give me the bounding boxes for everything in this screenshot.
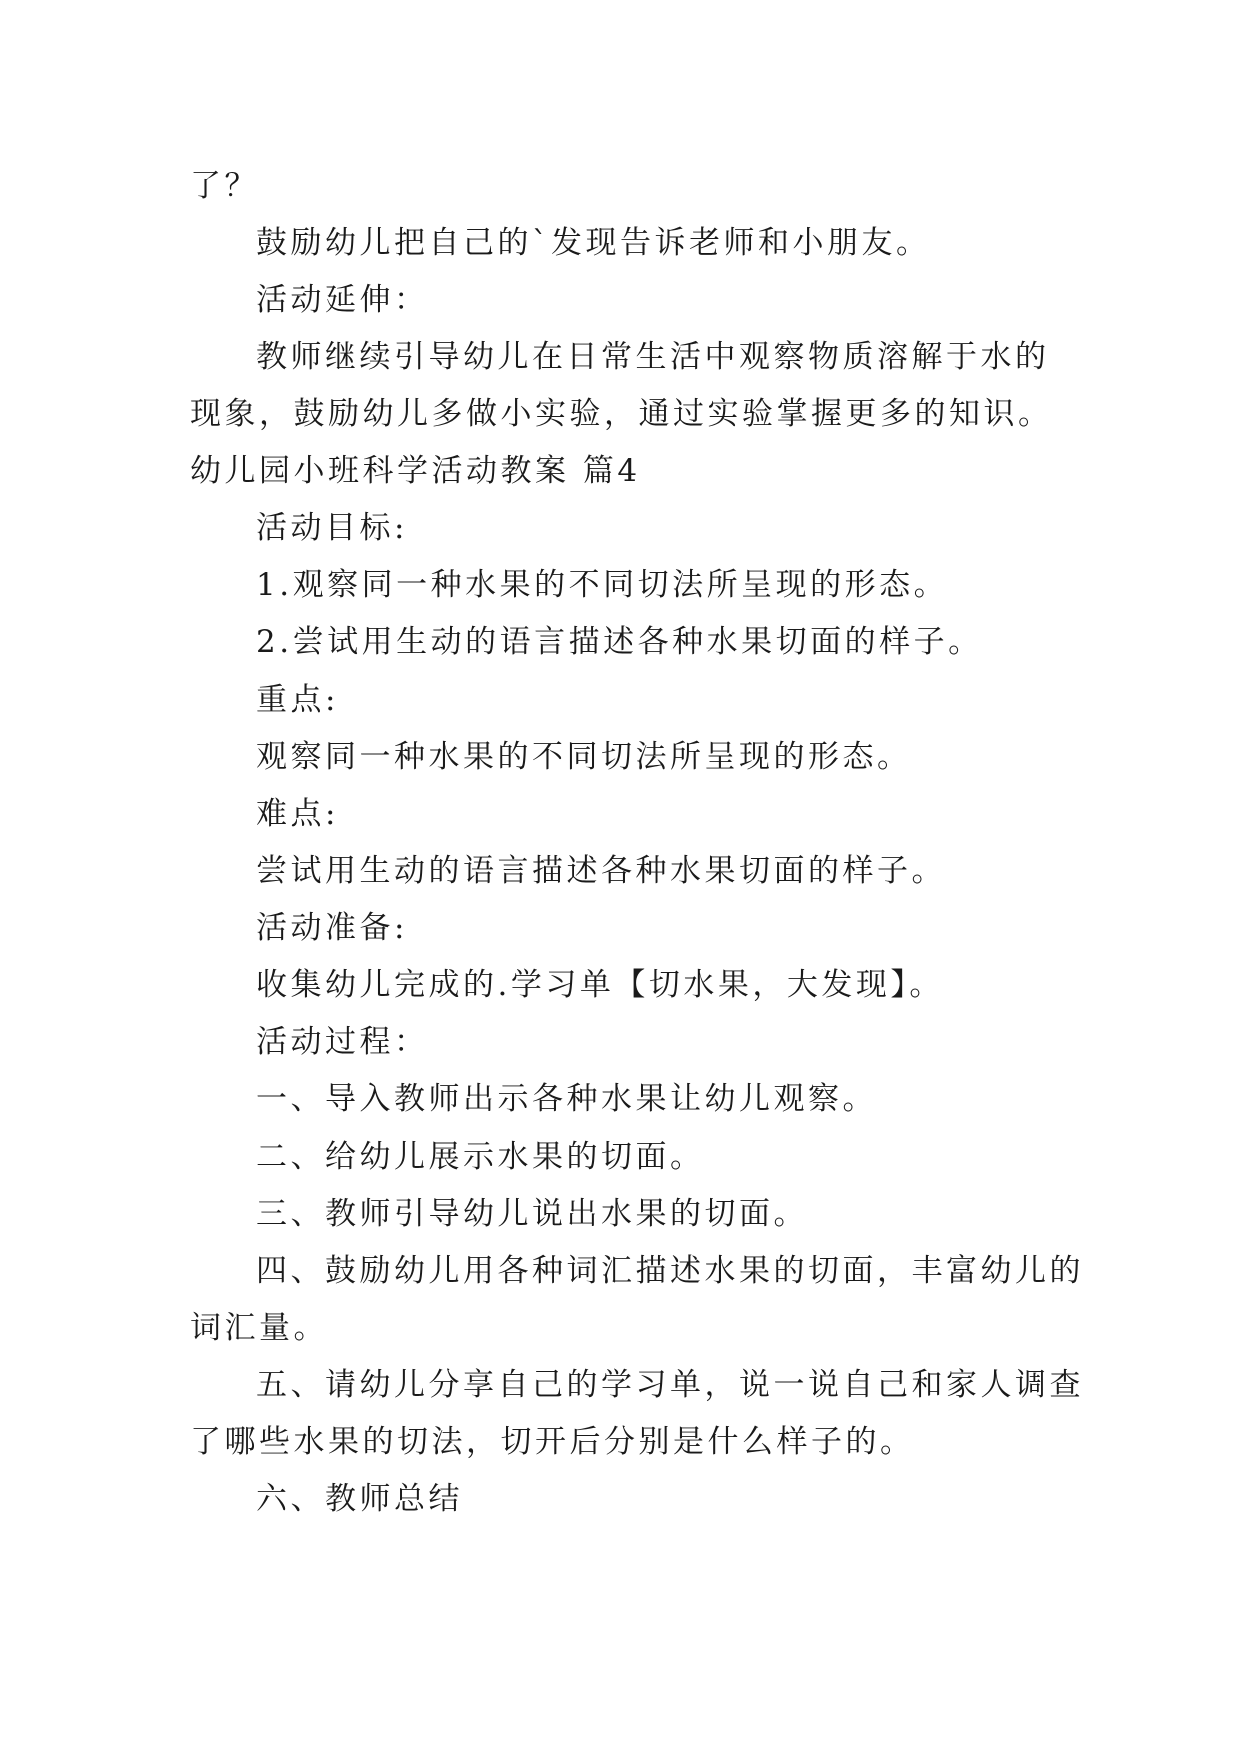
text-line: 了？ (190, 168, 259, 204)
list-item: 1.观察同一种水果的不同切法所呈现的形态。 (256, 567, 949, 603)
text-line: 现象，鼓励幼儿多做小实验，通过实验掌握更多的知识。 (190, 396, 1053, 432)
text-line: 鼓励幼儿把自己的`发现告诉老师和小朋友。 (256, 225, 931, 261)
section-heading: 难点: (256, 796, 339, 832)
text-line: 词汇量。 (190, 1310, 328, 1346)
text-line: 教师继续引导幼儿在日常生活中观察物质溶解于水的 (256, 339, 1050, 375)
text-line: 观察同一种水果的不同切法所呈现的形态。 (256, 739, 912, 775)
list-item: 三、教师引导幼儿说出水果的切面。 (256, 1196, 808, 1232)
list-item: 2.尝试用生动的语言描述各种水果切面的样子。 (256, 624, 983, 660)
document-title: 幼儿园小班科学活动教案 篇4 (190, 453, 641, 489)
list-item: 六、教师总结 (256, 1481, 463, 1517)
section-heading: 活动准备: (256, 910, 408, 946)
section-heading: 活动过程： (256, 1024, 429, 1060)
section-heading: 活动延伸： (256, 282, 429, 318)
list-item: 五、请幼儿分享自己的学习单，说一说自己和家人调查 (256, 1367, 1084, 1403)
list-item: 二、给幼儿展示水果的切面。 (256, 1139, 705, 1175)
text-line: 收集幼儿完成的.学习单【切水果，大发现】。 (256, 967, 944, 1003)
text-line: 尝试用生动的语言描述各种水果切面的样子。 (256, 853, 946, 889)
section-heading: 重点: (256, 682, 339, 718)
list-item: 四、鼓励幼儿用各种词汇描述水果的切面，丰富幼儿的 (256, 1253, 1084, 1289)
text-line: 了哪些水果的切法，切开后分别是什么样子的。 (190, 1424, 915, 1460)
list-item: 一、导入教师出示各种水果让幼儿观察。 (256, 1081, 877, 1117)
section-heading: 活动目标: (256, 510, 408, 546)
